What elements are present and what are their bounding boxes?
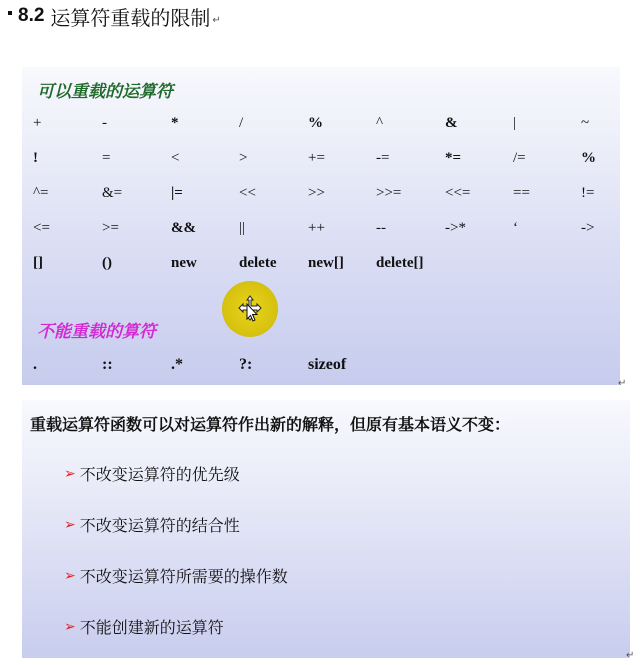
rules-lead: 重载运算符函数可以对运算符作出新的解释，但原有基本语义不变： — [30, 415, 511, 434]
non-overloadable-operator: sizeof — [308, 356, 347, 373]
operator-cell: -> — [581, 220, 595, 236]
operator-cell: >= — [102, 220, 119, 236]
non-overloadable-operator: :: — [102, 356, 113, 373]
non-overloadable-operator: .* — [171, 356, 183, 373]
rule-item-label: 不改变运算符所需要的操作数 — [79, 567, 288, 586]
operator-cell: delete[] — [376, 255, 424, 271]
paragraph-mark: ↵ — [212, 15, 221, 26]
section-title: 运算符重载的限制 — [50, 5, 211, 30]
operator-cell: ‘ — [513, 220, 518, 236]
operator-cell: / — [239, 115, 244, 131]
operator-cell: new[] — [308, 255, 344, 271]
operator-cell: ->* — [445, 220, 466, 236]
rule-item — [64, 564, 288, 587]
overloadable-title: 可以重载的运算符 — [37, 82, 173, 102]
non-overloadable-operator: ?: — [239, 356, 253, 373]
operator-cell: >>= — [376, 185, 402, 201]
rule-item — [64, 462, 240, 485]
operator-cell: &= — [102, 185, 123, 201]
operator-cell: ! — [33, 150, 38, 166]
rule-item — [64, 615, 224, 638]
operator-cell: ++ — [308, 220, 325, 236]
operator-cell: * — [171, 115, 179, 131]
move-cursor-icon — [238, 295, 262, 323]
operator-cell: |= — [171, 185, 183, 201]
operator-cell: += — [308, 150, 325, 166]
operator-cell: & — [445, 115, 458, 131]
paragraph-mark: ↵ — [618, 378, 627, 389]
arrow-bullet-icon: ➢ — [64, 465, 76, 482]
paragraph-mark: ↵ — [626, 650, 635, 661]
arrow-bullet-icon: ➢ — [64, 618, 76, 635]
operator-cell: () — [102, 255, 112, 271]
operator-cell: && — [171, 220, 196, 236]
non-overloadable-operator: . — [33, 356, 37, 373]
operator-cell: *= — [445, 150, 462, 166]
non-overloadable-title: 不能重载的算符 — [37, 322, 156, 342]
operator-cell: << — [239, 185, 256, 201]
operator-cell: < — [171, 150, 180, 166]
rules-panel — [22, 400, 630, 658]
operator-cell: ~ — [581, 115, 590, 131]
operator-cell: ^= — [33, 185, 49, 201]
operator-cell: -= — [376, 150, 390, 166]
operator-cell: % — [581, 150, 596, 166]
operator-cell: ^ — [376, 115, 384, 131]
operator-cell: delete — [239, 255, 277, 271]
heading-bullet — [8, 11, 12, 15]
arrow-bullet-icon: ➢ — [64, 567, 76, 584]
operator-cell: % — [308, 115, 323, 131]
section-number: 8.2 — [18, 5, 45, 26]
operator-cell: <= — [33, 220, 50, 236]
arrow-bullet-icon: ➢ — [64, 516, 76, 533]
operator-cell: + — [33, 115, 42, 131]
rule-item-label: 不改变运算符的优先级 — [79, 465, 240, 484]
operator-cell: | — [513, 115, 517, 131]
operator-cell: /= — [513, 150, 526, 166]
rule-item-label: 不改变运算符的结合性 — [79, 516, 240, 535]
operator-cell: >> — [308, 185, 325, 201]
operator-cell: -- — [376, 220, 386, 236]
operator-cell: new — [171, 255, 197, 271]
operator-cell: = — [102, 150, 111, 166]
rule-item — [64, 513, 240, 536]
operator-cell: || — [239, 220, 246, 236]
operator-cell: - — [102, 115, 107, 131]
section-heading — [8, 2, 221, 30]
operator-cell: != — [581, 185, 595, 201]
operators-panel — [22, 67, 620, 385]
operator-cell: == — [513, 185, 530, 201]
rule-item-label: 不能创建新的运算符 — [79, 618, 224, 637]
operator-cell: <<= — [445, 185, 471, 201]
operator-cell: [] — [33, 255, 43, 271]
operator-cell: > — [239, 150, 248, 166]
